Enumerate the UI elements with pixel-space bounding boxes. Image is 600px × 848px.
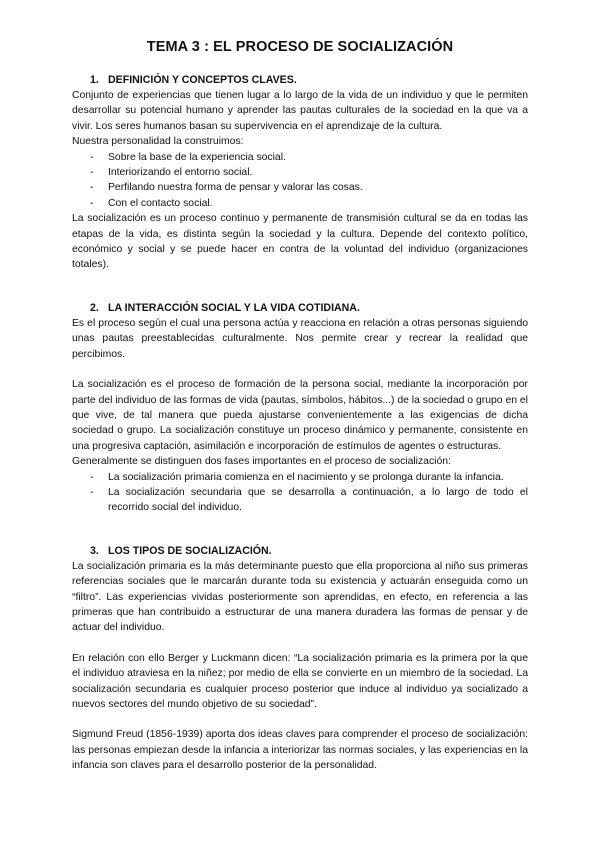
paragraph: Es el proceso según el cual una persona actúa y reacciona en relación a otras personas siguiendo unas pautas preestablecidas culturalmente. Nos permite crear y recrear la realidad que percibimos. (72, 317, 528, 360)
paragraph: Conjunto de experiencias que tienen lugar a lo largo de la vida de un individuo y que le permiten desarrollar su potencial humano y aprender las pautas culturales de la sociedad en la que va a vivir. Los seres humanos basan su supervivencia en el aprendizaje de la cultura. (72, 90, 528, 132)
list-item: - Interiorizando el entorno social. (90, 165, 528, 180)
page-title: TEMA 3 : EL PROCESO DE SOCIALIZACIÓN (146, 39, 454, 55)
list-item: - Sobre la base de la experiencia social. (90, 150, 528, 165)
list-item: - La socialización secundaria que se desarrolla a continuación, a lo largo de todo el recorrido social del individuo. (90, 485, 528, 516)
section-number: 3. (90, 544, 99, 557)
spacer (72, 273, 528, 301)
section-heading-interaccion (72, 301, 528, 316)
paragraph: Nuestra personalidad la construimos: (72, 136, 244, 148)
list-item: - Con el contacto social. (90, 196, 528, 211)
spacer (72, 712, 528, 727)
section-heading-definicion (72, 73, 528, 88)
paragraph: Generalmente se distinguen dos fases importantes en el proceso de socialización: (72, 456, 451, 468)
section-heading-text: DEFINICIÓN Y CONCEPTOS CLAVES. (108, 74, 297, 86)
paragraph: La socialización es un proceso continuo y permanente de transmisión cultural se da en todas las etapas de la vida, es distinta según la sociedad y la cultura. Depende del contexto político, económico y social y se puede hacer en contra de la voluntad del individuo (organizaciones totales). (72, 213, 528, 271)
paragraph: La socialización es el proceso de formación de la persona social, mediante la incorporación por parte del individuo de las formas de vida (pautas, símbolos, hábitos...) de la sociedad o grupo en el que vive, de tal manera que pueda ajustarse convenientemente a las exigencias de dicha sociedad o grupo. La socialización constituye un proceso dinámico y permanente, consistente en una progresiva captación, asimilación e incorporación de estímulos de agentes o estructuras. (72, 379, 528, 452)
spacer (72, 362, 528, 377)
section-heading-text: LA INTERACCIÓN SOCIAL Y LA VIDA COTIDIANA. (108, 301, 360, 314)
spacer (72, 516, 528, 544)
bullet-list (72, 470, 528, 516)
list-item: - La socialización primaria comienza en el nacimiento y se prolonga durante la infancia. (90, 470, 528, 485)
paragraph: Sigmund Freud (1856-1939) aporta dos ideas claves para comprender el proceso de socialización: las personas empiezan desde la infancia a interiorizar las normas sociales, y las experiencias en la infancia son claves para el desarrollo posterior de la personalidad. (72, 729, 528, 772)
section-heading-text: LOS TIPOS DE SOCIALIZACIÓN. (108, 544, 272, 557)
section-number: 2. (90, 301, 99, 314)
bullet-list (72, 150, 528, 212)
paragraph: La socialización primaria es la más determinante puesto que ella proporciona al niño sus primeras referencias sociales que le marcarán durante toda su existencia y actuarán enseguida como un “filtro”. Las experiencias vividas posteriormente son aprendidas, en efecto, en referencia a las primeras que han contribuido a estructurar de una manera duradera las formas de pensar y de actuar del individuo. (72, 560, 528, 634)
section-number: 1. (90, 74, 99, 86)
section-heading-tipos (72, 544, 528, 559)
list-item: - Perfilando nuestra forma de pensar y valorar las cosas. (90, 180, 528, 195)
paragraph: En relación con ello Berger y Luckmann dicen: “La socialización primaria es la primera por la que el individuo atraviesa en la niñez; por medio de ella se convierte en un miembro de la sociedad. La socialización secundaria es cualquier proceso posterior que induce al individuo ya socializado a nuevos sectores del mundo objetivo de su sociedad”. (72, 652, 528, 710)
spacer (72, 636, 528, 651)
